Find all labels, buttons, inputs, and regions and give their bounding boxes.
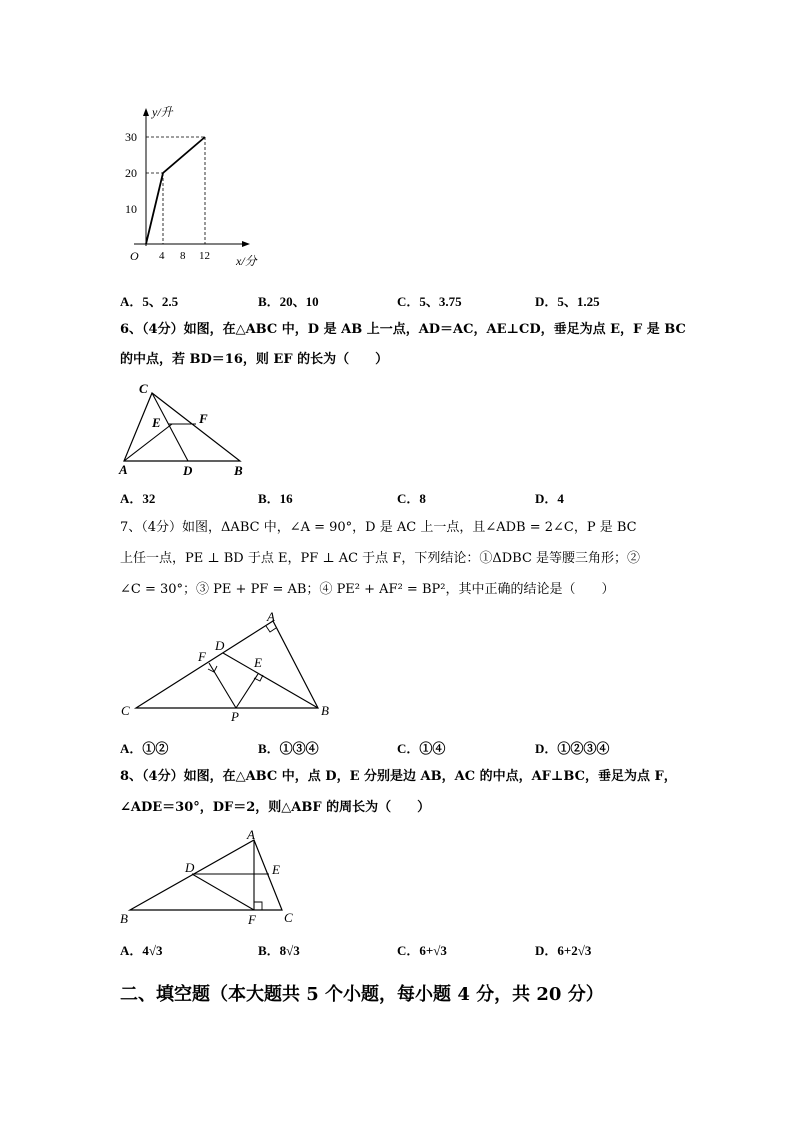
y-tick: 30 [125, 130, 137, 144]
y-tick: 20 [125, 166, 137, 180]
q8-label-f: F [248, 912, 256, 927]
q7-label-p: P [231, 709, 239, 724]
q7-option-d[interactable]: D．①②③④ [535, 741, 610, 756]
q6-text-line1: 6、（4分）如图，在△ABC 中，D 是 AB 上一点，AD＝AC，AE⊥CD，垂足为点 E，F 是 BC [120, 322, 686, 337]
q7-text-line2: 上任一点，PE ⊥ BD 于点 E，PF ⊥ AC 于点 F，下列结论：①ΔDBC 是等腰三角形；② [120, 551, 641, 566]
q6-option-b[interactable]: B．16 [258, 491, 293, 506]
q8-text-line2: ∠ADE＝30°，DF＝2，则△ABF 的周长为（ ） [120, 800, 431, 815]
q6-option-a[interactable]: A．32 [120, 491, 156, 506]
q8-label-e: E [272, 862, 280, 877]
q8-option-c[interactable]: C．6+√3 [397, 943, 447, 958]
q8-option-b[interactable]: B．8√3 [258, 943, 300, 958]
line-graph [110, 100, 270, 275]
q5-option-c[interactable]: C．5、3.75 [397, 294, 462, 309]
x-axis-label: x/分 [236, 254, 257, 268]
q6-label-f: F [199, 411, 208, 426]
q6-label-a: A [119, 462, 128, 477]
y-tick: 10 [125, 202, 137, 216]
q7-figure [112, 605, 342, 730]
q5-option-b[interactable]: B．20、10 [258, 294, 319, 309]
q6-label-c: C [139, 381, 148, 396]
q8-option-d[interactable]: D．6+2√3 [535, 943, 592, 958]
q6-option-d[interactable]: D．4 [535, 491, 564, 506]
q7-option-c[interactable]: C．①④ [397, 741, 446, 756]
q7-label-b: B [321, 703, 329, 718]
q8-figure [112, 826, 312, 931]
x-tick: 8 [180, 250, 186, 262]
q6-text-line2: 的中点，若 BD＝16，则 EF 的长为（ ） [120, 352, 389, 367]
q6-option-c[interactable]: C．8 [397, 491, 426, 506]
q8-label-c: C [284, 910, 293, 925]
q8-text-line1: 8、（4分）如图，在△ABC 中，点 D，E 分别是边 AB，AC 的中点，AF⊥BC，垂足为点 F， [120, 769, 677, 784]
q6-label-d: D [183, 463, 193, 478]
section-title: 二、填空题（本大题共 5 个小题，每小题 4 分，共 20 分） [120, 984, 604, 1005]
q6-label-b: B [234, 463, 243, 478]
q8-option-a[interactable]: A．4√3 [120, 943, 163, 958]
q6-label-e: E [152, 415, 161, 430]
q8-label-a: A [247, 827, 255, 842]
q7-label-f: F [198, 649, 206, 664]
y-axis-label: y/升 [152, 105, 173, 119]
q7-label-d: D [215, 638, 225, 653]
q7-label-c: C [121, 703, 130, 718]
q5-option-a[interactable]: A．5、2.5 [120, 294, 179, 309]
q7-option-a[interactable]: A．①② [120, 741, 169, 756]
q5-option-d[interactable]: D．5、1.25 [535, 294, 600, 309]
q7-option-b[interactable]: B．①③④ [258, 741, 319, 756]
q7-label-a: A [267, 609, 275, 624]
q6-figure [112, 378, 262, 478]
q8-label-d: D [185, 860, 195, 875]
x-tick: 4 [159, 250, 165, 262]
q8-label-b: B [120, 911, 128, 926]
q7-text-line3: ∠C = 30°；③ PE + PF = AB；④ PE² + AF² = BP²，其中正确的结论是（ ） [120, 582, 615, 597]
origin-label: O [130, 249, 139, 263]
q7-text-line1: 7、（4分）如图，ΔABC 中，∠A = 90°，D 是 AC 上一点，且∠ADB = 2∠C，P 是 BC [120, 520, 637, 535]
x-tick: 12 [199, 250, 210, 262]
q7-label-e: E [254, 655, 262, 670]
